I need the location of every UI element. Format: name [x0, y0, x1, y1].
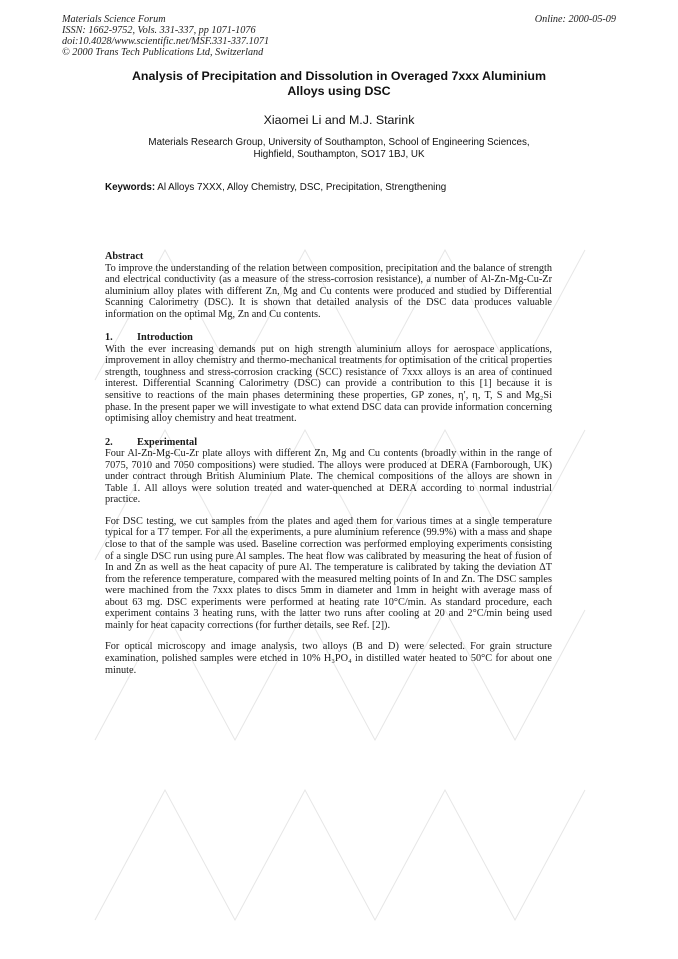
journal-header — [62, 14, 269, 58]
experimental-paragraph-3: For optical microscopy and image analysis, two alloys (B and D) were selected. For grain structure examination, polished samples were etched in 10% H₃PO₄ in distilled water heated to 50°C for about one minute. — [105, 641, 552, 676]
keywords-label: Keywords: — [105, 182, 156, 193]
affiliation-line1: Materials Research Group, University of Southampton, School of Engineering Sciences, — [148, 137, 530, 148]
paper-affiliation — [80, 137, 598, 161]
paper-authors: Xiaomei Li and M.J. Starink — [263, 113, 415, 127]
journal-issn: ISSN: 1662-9752, Vols. 331-337, pp 1071-1076 — [62, 25, 256, 36]
section-number: 1. — [105, 332, 113, 344]
section-number: 2. — [105, 436, 113, 448]
experimental-paragraph-2: For DSC testing, we cut samples from the plates and aged them for various times at a single temperature typical for a T7 temper. For all the experiments, a pure aluminium reference (99.9%) with a mass and shape close to that of the sample was used. Baseline correction was performed employing experiments consisting of a single DSC run using pure Al samples. The heat flow was calibrated by measuring the heat of fusion of In and Zn as well as the heat capacity of pure Al. The temperature is calibrated by taking the deviation ΔT from the reference temperature, compared with the measured melting points of In and Zn. The DSC samples were machined from the 7xxx plates to discs 5mm in diameter and 1mm in height with average mass of about 63 mg. DSC experiments were performed at heating rate 10°C/min. As standard procedure, each experiment contains 3 heating runs, with the latter two runs after cooling at 20 and 2°C/min being used mainly for heat capacity corrections (for further details, see Ref. [2]). — [105, 515, 552, 631]
experimental-paragraph-1: Four Al-Zn-Mg-Cu-Zr plate alloys with different Zn, Mg and Cu contents (broadly within in the range of 7075, 7010 and 7050 compositions) were studied. The alloys were produced at DERA (Farnborough, UK) under contract through British Aluminium Plate. The chemical compositions of the alloys are shown in Table 1. All alloys were solution treated and water-quenched at DERA according to normal industrial practice. — [105, 448, 552, 506]
keywords-list: Al Alloys 7XXX, Alloy Chemistry, DSC, Precipitation, Strengthening — [157, 182, 447, 193]
paper-title-line1: Analysis of Precipitation and Dissolution in Overaged 7xxx Aluminium — [131, 69, 547, 83]
journal-copyright: © 2000 Trans Tech Publications Ltd, Switzerland — [62, 47, 264, 58]
introduction-paragraph: With the ever increasing demands put on high strength aluminium alloys for aerospace applications, improvement in alloy chemistry and thermo-mechanical treatments for optimisation of the critical properties strength, toughness and stress-corrosion cracking (SCC) resistance of 7xxx alloys is an area of continued interest. Differential Scanning Calorimetry (DSC) can provide a contribution to this [1] because it is sensitive to reactions of the main phases determining these properties, GP zones, η′, η, T, S and Mg₂Si phase. In the present paper we will investigate to what extend DSC data can provide information concerning optimising alloy chemistry and heat treatment. — [105, 343, 552, 425]
paper-title — [90, 69, 588, 99]
section-title: Introduction — [137, 332, 193, 344]
journal-name: Materials Science Forum — [62, 14, 166, 25]
section-heading-experimental — [105, 437, 552, 449]
abstract-text: To improve the understanding of the relation between composition, precipitation and the balance of strength and electrical conductivity (as a measure of the stress-corrosion resistance), a number of Al-Zn-Mg-Cu-Zr aluminium alloy plates with different Zn, Mg and Cu contents were produced and studied by Differential Scanning Calorimetry (DSC). It is shown that detailed analysis of the DSC data produces valuable information on the optimal Mg, Zn and Cu contents. — [105, 262, 552, 320]
paper-keywords — [105, 182, 585, 193]
paper-title-line2: Alloys using DSC — [287, 84, 391, 98]
journal-doi: doi:10.4028/www.scientific.net/MSF.331-337.1071 — [62, 36, 270, 47]
abstract-heading: Abstract — [105, 251, 144, 262]
section-heading-introduction — [105, 332, 552, 344]
section-title: Experimental — [137, 436, 198, 448]
affiliation-line2: Highfield, Southampton, SO17 1BJ, UK — [253, 149, 425, 160]
paper-body — [105, 251, 552, 676]
online-date: Online: 2000-05-09 — [534, 14, 616, 25]
